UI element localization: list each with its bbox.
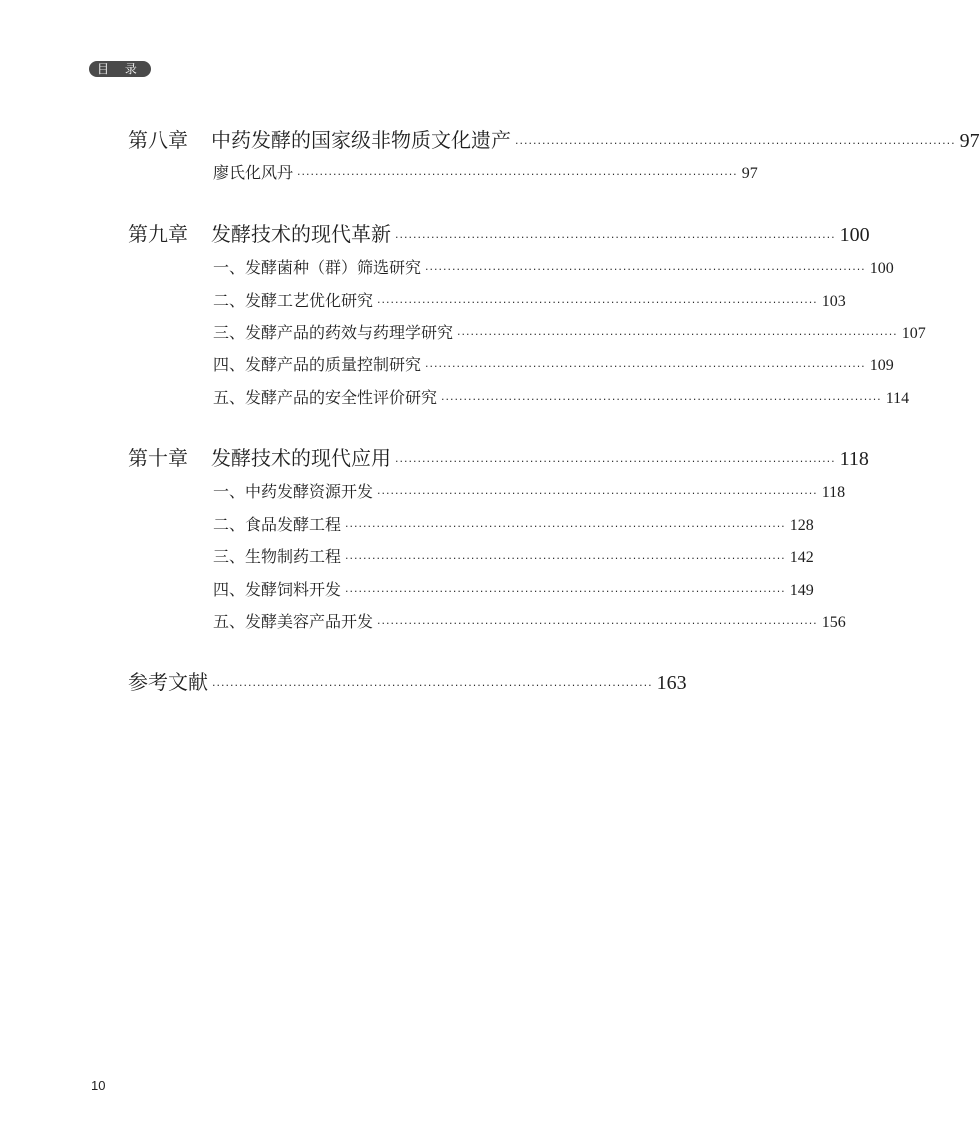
page-number: 10: [91, 1078, 106, 1093]
toc-chapter-9[interactable]: [128, 218, 870, 247]
chapter-title: 中药发酵的国家级非物质文化遗产: [211, 128, 511, 152]
dot-leader: ··································································································: [345, 520, 786, 533]
chapter-number: 第九章: [128, 222, 188, 246]
dot-leader: ··································································································: [457, 328, 898, 341]
section-title: 四、发酵产品的质量控制研究: [213, 355, 422, 374]
page-ref: 100: [869, 260, 894, 277]
toc-chapter-8[interactable]: [128, 124, 980, 153]
references-title: 参考文献: [128, 670, 208, 694]
toc-chapter-10[interactable]: [128, 442, 869, 471]
section-title: 五、发酵产品的安全性评价研究: [213, 388, 438, 407]
dot-leader: ··································································································: [377, 296, 818, 309]
toc-references[interactable]: [128, 666, 687, 695]
page-ref: 97: [741, 165, 758, 182]
toc-section[interactable]: [213, 160, 758, 183]
chapter-number: 第十章: [128, 446, 188, 470]
chapter-number: 第八章: [128, 128, 188, 152]
dot-leader: ··································································································: [377, 487, 818, 500]
section-title: 一、中药发酵资源开发: [213, 482, 374, 501]
dot-leader: ··································································································: [441, 393, 882, 406]
section-title: 四、发酵饲料开发: [213, 580, 342, 599]
section-title: 三、发酵产品的药效与药理学研究: [213, 323, 454, 342]
page-ref: 149: [789, 582, 814, 599]
toc-section[interactable]: [213, 609, 846, 632]
toc-section[interactable]: [213, 352, 894, 375]
page-ref: 118: [821, 484, 846, 501]
section-title: 廖氏化风丹: [213, 163, 294, 182]
page-ref: 100: [839, 224, 870, 246]
dot-leader: ··································································································: [395, 231, 836, 244]
dot-leader: ··································································································: [297, 168, 738, 181]
toc-section[interactable]: [213, 544, 814, 567]
dot-leader: ··································································································: [425, 263, 866, 276]
section-title: 二、发酵工艺优化研究: [213, 291, 374, 310]
section-title: 二、食品发酵工程: [213, 515, 342, 534]
dot-leader: ··································································································: [395, 455, 836, 468]
page-ref: 156: [821, 614, 846, 631]
section-tag-toc: 目 录: [89, 61, 151, 77]
chapter-title: 发酵技术的现代革新: [211, 222, 391, 246]
dot-leader: ··································································································: [212, 679, 653, 692]
toc-section[interactable]: [213, 320, 926, 343]
toc-section[interactable]: [213, 479, 846, 502]
toc-section[interactable]: [213, 577, 814, 600]
page-ref: 107: [901, 325, 926, 342]
toc-section[interactable]: [213, 255, 894, 278]
page-ref: 163: [656, 672, 687, 694]
page-ref: 109: [869, 357, 894, 374]
dot-leader: ··································································································: [345, 552, 786, 565]
page-ref: 118: [839, 448, 869, 470]
dot-leader: ··································································································: [345, 585, 786, 598]
page-ref: 128: [789, 517, 814, 534]
toc-section[interactable]: [213, 385, 910, 408]
section-title: 三、生物制药工程: [213, 547, 342, 566]
page-ref: 142: [789, 549, 814, 566]
dot-leader: ··································································································: [425, 360, 866, 373]
page-ref: 97: [959, 130, 980, 152]
page-ref: 103: [821, 293, 846, 310]
chapter-title: 发酵技术的现代应用: [211, 446, 391, 470]
toc-section[interactable]: [213, 288, 846, 311]
dot-leader: ··································································································: [515, 137, 956, 150]
section-title: 五、发酵美容产品开发: [213, 612, 374, 631]
page-ref: 114: [885, 390, 910, 407]
section-title: 一、发酵菌种（群）筛选研究: [213, 258, 422, 277]
dot-leader: ··································································································: [377, 617, 818, 630]
toc-section[interactable]: [213, 512, 814, 535]
